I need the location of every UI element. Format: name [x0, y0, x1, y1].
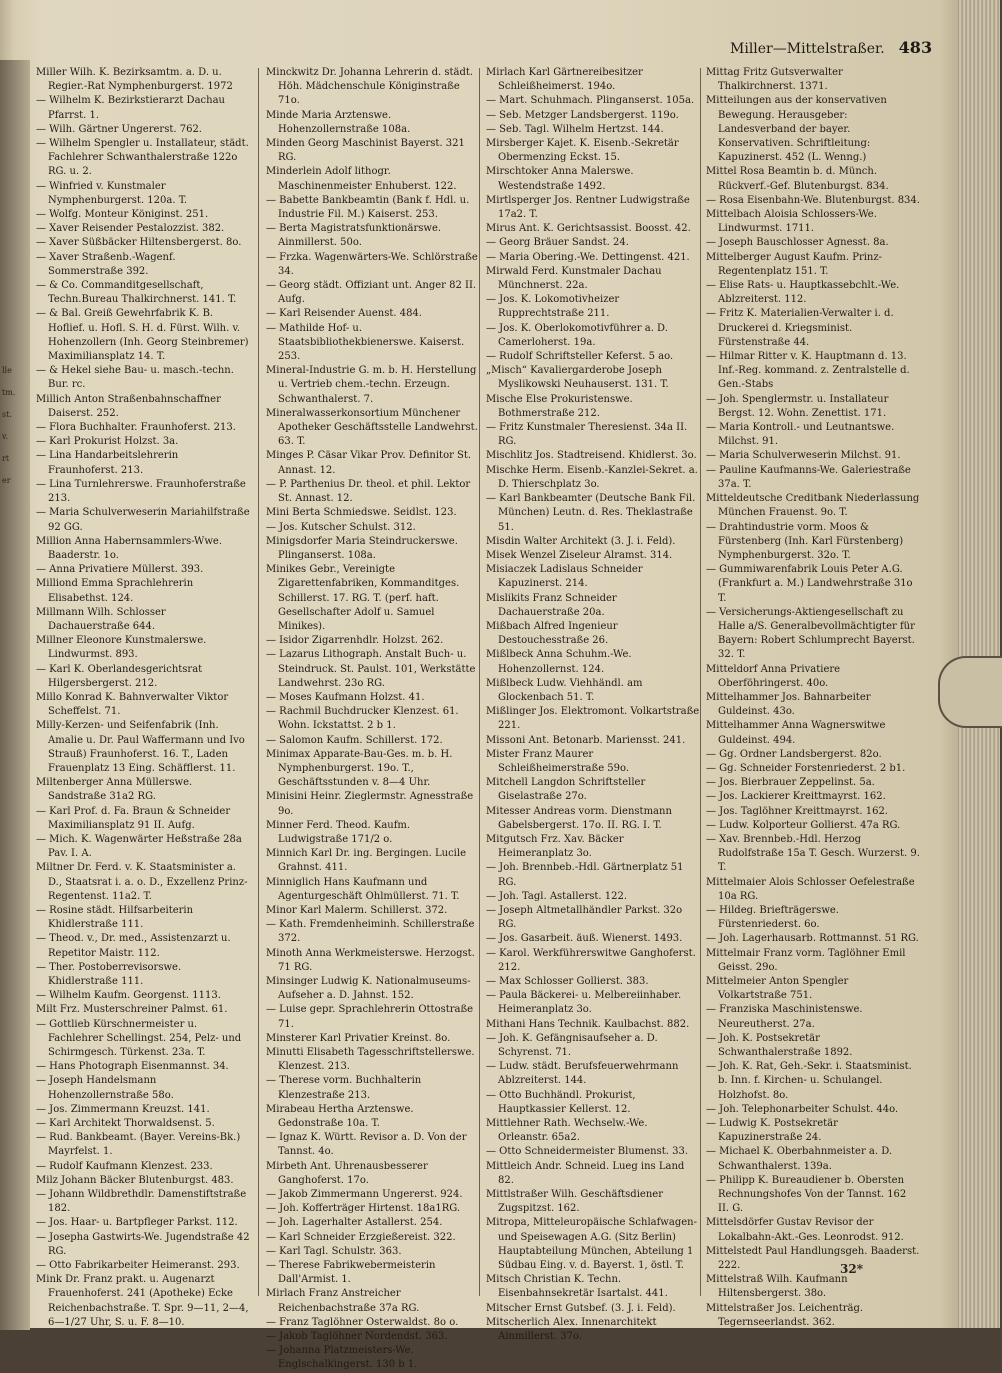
directory-entry: — Winfried v. Kunstmaler Nymphenburgerst. 120a. T. — [36, 180, 188, 206]
directory-entry: — Wilhelm Spengler u. Installateur, städt. Fachlehrer Schwanthalerstraße 122o RG. u. 2. — [36, 138, 249, 178]
directory-entry: — Pauline Kaufmanns-We. Galeriestraße 37a. T. — [706, 464, 911, 490]
column-3 — [486, 66, 700, 1343]
directory-entry: — Joh. Brennbeb.-Hdl. Gärtnerplatz 51 RG. — [486, 862, 684, 888]
margin-fragment: v. — [2, 432, 9, 441]
directory-entry: Minckwitz Dr. Johanna Lehrerin d. städt. Höh. Mädchenschule Königinstraße 71o. — [266, 67, 474, 107]
directory-entry: — Rachmil Buchdrucker Klenzest. 61. Wohn. Ickstattst. 2 b 1. — [266, 706, 459, 732]
directory-entry: Millmann Wilh. Schlosser Dachauerstraße 644. — [36, 606, 166, 632]
directory-entry: — Seb. Tagl. Wilhelm Hertzst. 144. — [486, 123, 664, 135]
directory-entry: — Jos. Bierbrauer Zeppelinst. 5a. — [706, 777, 875, 789]
directory-entry: — Therese vorm. Buchhalterin Klenzestraße 213. — [266, 1075, 422, 1101]
directory-entry: — Joseph Bauschlosser Agnesst. 8a. — [706, 237, 889, 249]
directory-entry: — Flora Buchhalter. Fraunhoferst. 213. — [36, 422, 236, 434]
directory-entry: — Isidor Zigarrenhdlr. Holzst. 262. — [266, 635, 444, 647]
directory-entry: — Jos. Kutscher Schulst. 312. — [266, 521, 416, 533]
directory-entry: — Gg. Schneider Forstenriederst. 2 b1. — [706, 762, 906, 774]
directory-entry: — Ludw. städt. Berufsfeuerwehrmann Ablzreiterst. 144. — [486, 1061, 679, 1087]
directory-entry: — Joh. Lagerhausarb. Rottmannst. 51 RG. — [706, 933, 919, 945]
directory-entry: — Maria Schulverweserin Milchst. 91. — [706, 450, 901, 462]
directory-entry: — Joh. K. Rat, Geh.-Sekr. i. Staatsminist. b. Inn. f. Kirchen- u. Schulangel. Holzhofst. 8o. — [706, 1061, 912, 1101]
directory-entry: — Joh. Lagerhalter Astallerst. 254. — [266, 1217, 443, 1229]
directory-entry: — Georg städt. Offiziant unt. Anger 82 II. Aufg. — [266, 280, 477, 306]
directory-entry: — Franziska Maschinistenswe. Neureutherst. 27a. — [706, 1004, 863, 1030]
directory-entry: — Anna Privatiere Müllerst. 393. — [36, 564, 204, 576]
directory-entry: — Franz Taglöhner Osterwaldst. 8o o. — [266, 1316, 459, 1328]
directory-entry: Millich Anton Straßenbahnschaffner Daiserst. 252. — [36, 393, 221, 419]
directory-entry: — Xaver Süßbäcker Hiltensbergerst. 8o. — [36, 237, 242, 249]
directory-entry: Mitteldorf Anna Privatiere Oberföhringerst. 40o. — [706, 663, 841, 689]
directory-entry: — Ignaz K. Württ. Revisor a. D. Von der Tannst. 4o. — [266, 1132, 467, 1158]
directory-entry: Minden Georg Maschinist Bayerst. 321 RG. — [266, 138, 465, 164]
directory-entry: — Kath. Fremdenheiminh. Schillerstraße 372. — [266, 919, 475, 945]
directory-entry: — Johanna Platzmeisters-We. Englschalkingerst. 130 b 1. — [266, 1345, 418, 1371]
directory-entry: Miltenberger Anna Müllerswe. Sandstraße 31a2 RG. — [36, 777, 193, 803]
directory-entry: — Jos. Haar- u. Bartpfleger Parkst. 112. — [36, 1217, 238, 1229]
directory-entry: — Josepha Gastwirts-We. Jugendstraße 42 RG. — [36, 1231, 250, 1257]
directory-entry: — Karl Prof. d. Fa. Braun & Schneider Maximiliansplatz 91 II. Aufg. — [36, 805, 231, 831]
margin-fragment: lle — [2, 366, 12, 375]
directory-entry: Mirabeau Hertha Arztenswe. Gedonstraße 10a. T. — [266, 1103, 414, 1130]
directory-entry: Mittelmeier Anton Spengler Volkartstraße 751. — [706, 976, 849, 1002]
directory-entry: Millo Konrad K. Bahnverwalter Viktor Scheffelst. 71. — [36, 691, 229, 718]
directory-entry: Mittelhammer Jos. Bahnarbeiter Guldeinst. 43o. — [706, 691, 871, 718]
directory-entry: — Jos. Zimmermann Kreuzst. 141. — [36, 1103, 210, 1115]
directory-entry: Mißlinger Jos. Elektromont. Volkartstraße 221. — [486, 706, 700, 732]
directory-entry: Mini Berta Schmiedswe. Seidlst. 123. — [266, 507, 457, 519]
directory-entry: — Otto Fabrikarbeiter Heimeranst. 293. — [36, 1260, 240, 1272]
directory-entry: — Philipp K. Bureaudiener b. Obersten Rechnungshofes Von der Tannst. 162 II. G. — [706, 1174, 907, 1215]
directory-entry: Mischke Herm. Eisenb.-Kanzlei-Sekret. a. D. Thierschplatz 3o. — [486, 464, 698, 490]
directory-entry: — Hildeg. Briefträgerswe. Fürstenriederst. 6o. — [706, 904, 839, 931]
directory-entry: Mittelsdörfer Gustav Revisor der Lokalbahn-Akt.-Ges. Leonrodst. 912. — [706, 1217, 904, 1243]
directory-entry: Mitropa, Mitteleuropäische Schlafwagen- und Speisewagen A.G. (Sitz Berlin) Hauptabteilung München, Abteilung 1 Südbau Eing. v. d. Bayerst. 1, östl. T. — [486, 1217, 697, 1272]
directory-entry: Minutti Elisabeth Tagesschriftstellerswe. Klenzest. 213. — [266, 1047, 475, 1073]
directory-entry: Millner Eleonore Kunstmalerswe. Lindwurmst. 893. — [36, 635, 207, 661]
directory-entry: Minde Maria Arztenswe. Hohenzollernstraße 108a. — [266, 109, 411, 135]
directory-entry: — Versicherungs-Aktiengesellschaft zu Halle a/S. Generalbevollmächtigter für Bayern: Robert Schlumprecht Bayerst. 32. T. — [706, 606, 915, 661]
directory-entry: Minisini Heinr. Zieglermstr. Agnesstraße 9o. — [266, 791, 474, 817]
directory-entry: — Xaver Straßenb.-Wagenf. Sommerstraße 392. — [36, 251, 176, 277]
directory-entry: — Drahtindustrie vorm. Moos & Fürstenberg (Inh. Karl Fürstenberg) Nymphenburgerst. 32o. T. — [706, 521, 904, 561]
directory-entry: Mittelhammer Anna Wagnerswitwe Guldeinst. 494. — [706, 720, 886, 746]
column-2 — [266, 66, 480, 1371]
directory-entry: Miller Wilh. K. Bezirksamtm. a. D. u. Regier.-Rat Nymphenburgerst. 1972 — [36, 67, 233, 93]
directory-entry: — Wilhelm K. Bezirkstierarzt Dachau Pfarrst. 1. — [36, 95, 225, 121]
directory-entry: Mittleich Andr. Schneid. Lueg ins Land 82. — [486, 1160, 685, 1186]
directory-entry: — Seb. Metzger Landsbergerst. 119o. — [486, 109, 679, 121]
directory-entry: Mitgutsch Frz. Xav. Bäcker Heimeranplatz 3o. — [486, 833, 624, 860]
margin-fragment: st. — [2, 410, 12, 419]
directory-entry: Mirtlsperger Jos. Rentner Ludwigstraße 17a2. T. — [486, 194, 690, 221]
directory-entry: Mitsch Christian K. Techn. Eisenbahnsekretär Isartalst. 441. — [486, 1274, 668, 1300]
directory-entry: — Jos. K. Lokomotivheizer Rupprechtstraße 211. — [486, 294, 620, 320]
directory-entry: — Mart. Schuhmach. Plinganserst. 105a. — [486, 95, 695, 107]
directory-entry: Mißlbeck Anna Schuhm.-We. Hohenzollernst. 124. — [486, 649, 632, 675]
directory-entry: — Michael K. Oberbahnmeister a. D. Schwanthalerst. 139a. — [706, 1146, 893, 1172]
directory-entry: Mister Franz Maurer Schleißheimerstraße 59o. — [486, 748, 630, 774]
directory-entry: Milz Johann Bäcker Blutenburgst. 483. — [36, 1174, 234, 1186]
directory-entry: Mirbeth Ant. Uhrenausbesserer Ganghoferst. 17o. — [266, 1160, 428, 1186]
directory-entry: — Jakob Taglöhner Nordendst. 363. — [266, 1331, 448, 1343]
directory-entry: Mirwald Ferd. Kunstmaler Dachau Münchnerst. 22a. — [486, 265, 662, 292]
directory-entry: — Otto Schneidermeister Blumenst. 33. — [486, 1146, 689, 1158]
directory-entry: Mitscherlich Alex. Innenarchitekt Ainmillerst. 37o. — [486, 1316, 657, 1343]
directory-entry: Mitteilungen aus der konservativen Bewegung. Herausgeber: Landesverband der bayer. Konservativen. Schriftleitung: Kapuzinerst. 452 (L. Wenng.) — [706, 95, 887, 164]
directory-entry: — Maria Obering.-We. Dettingenst. 421. — [486, 251, 690, 263]
column-rule — [700, 68, 701, 1296]
directory-entry: — Joseph Altmetallhändler Parkst. 32o RG. — [486, 904, 683, 931]
thumb-tab[interactable] — [938, 656, 1002, 728]
directory-entry: — Jos. Taglöhner Kreittmayrst. 162. — [706, 805, 888, 817]
directory-entry: — Karl Schneider Erzgießereist. 322. — [266, 1231, 456, 1243]
directory-entry: Mittel Rosa Beamtin b. d. Münch. Rückverf.-Gef. Blutenburgst. 834. — [706, 166, 889, 192]
directory-entry: — & Bal. Greiß Gewehrfabrik K. B. Hoflief. u. Hofl. S. H. d. Fürst. Wilh. v. Hohenzollern (Inh. Georg Steinbremer) Maximiliansplatz 14. T. — [36, 308, 249, 363]
directory-entry: Mittlehner Rath. Wechselw.-We. Orleanstr. 65a2. — [486, 1118, 648, 1144]
directory-entry: — Frzka. Wagenwärters-We. Schlörstraße 34. — [266, 251, 478, 277]
directory-entry: Mische Else Prokuristenswe. Bothmerstraße 212. — [486, 393, 633, 419]
directory-entry: — Ludw. Kolporteur Gollierst. 47a RG. — [706, 819, 901, 831]
directory-entry: Mitesser Andreas vorm. Dienstmann Gabelsbergerst. 17o. II. RG. I. T. — [486, 805, 672, 831]
page-number: 483 — [898, 38, 933, 57]
directory-entry: — Joseph Handelsmann Hohenzollernstraße 58o. — [36, 1075, 174, 1101]
directory-entry: Minnich Karl Dr. ing. Bergingen. Lucile Grahnst. 411. — [266, 848, 466, 874]
directory-entry: Minner Ferd. Theod. Kaufm. Ludwigstraße 171/2 o. — [266, 819, 411, 845]
directory-entry: — Lazarus Lithograph. Anstalt Buch- u. Steindruck. St. Paulst. 101, Werkstätte Landwehrst. 23o RG. — [266, 649, 476, 689]
directory-entry: Minniglich Hans Kaufmann und Agenturgeschäft Ohlmüllerst. 71. T. — [266, 876, 460, 902]
directory-entry: — Hans Photograph Eisenmannst. 34. — [36, 1061, 229, 1073]
directory-entry: — Joh. Kofferträger Hirtenst. 18a1RG. — [266, 1203, 461, 1215]
directory-entry: Mittelstraßer Jos. Leichenträg. Tegernseerlandst. 362. — [706, 1302, 864, 1328]
directory-entry: — Gummiwarenfabrik Louis Peter A.G. (Frankfurt a. M.) Landwehrstraße 31o T. — [706, 564, 913, 604]
margin-fragment: rt — [2, 454, 10, 463]
directory-entry: — Rosa Eisenbahn-We. Blutenburgst. 834. — [706, 194, 920, 206]
directory-entry: Missoni Ant. Betonarb. Mariensst. 241. — [486, 734, 686, 746]
directory-entry: — Xaver Reisender Pestalozzist. 382. — [36, 223, 225, 235]
directory-entry: Mirlach Franz Anstreicher Reichenbachstraße 37a RG. — [266, 1288, 420, 1314]
directory-entry: — Karl K. Oberlandesgerichtsrat Hilgersbergerst. 212. — [36, 663, 203, 689]
directory-entry: — Otto Buchhändl. Prokurist, Hauptkassier Kellerst. 12. — [486, 1089, 636, 1115]
directory-entry: Minges P. Cäsar Vikar Prov. Definitor St. Annast. 12. — [266, 450, 472, 476]
directory-entry: Mittelmaier Alois Schlosser Oefelestraße 10a RG. — [706, 876, 915, 902]
directory-entry: Misdin Walter Architekt (3. J. i. Feld). — [486, 535, 676, 547]
directory-entry: Mittlstraßer Wilh. Geschäftsdiener Zugspitzst. 162. — [486, 1189, 663, 1215]
directory-entry: Mißlbeck Ludw. Viehhändl. am Glockenbach 51. T. — [486, 677, 643, 703]
directory-entry: — Luise gepr. Sprachlehrerin Ottostraße 71. — [266, 1004, 474, 1030]
directory-entry: Minor Karl Malerm. Schillerst. 372. — [266, 904, 448, 916]
directory-entry: Mitscher Ernst Gutsbef. (3. J. i. Feld). — [486, 1302, 676, 1314]
directory-entry: — Max Schlosser Gollierst. 383. — [486, 976, 649, 987]
directory-entry: — P. Parthenius Dr. theol. et phil. Lektor St. Annast. 12. — [266, 478, 471, 505]
directory-entry: — Maria Kontroll.- und Leutnantswe. Milchst. 91. — [706, 422, 895, 448]
directory-entry: Misek Wenzel Ziseleur Alramst. 314. — [486, 549, 673, 561]
margin-fragments — [2, 360, 24, 492]
directory-entry: Minimax Apparate-Bau-Ges. m. b. H. Nymphenburgerst. 19o. T., Geschäftsstunden v. 8—4 Uhr. — [266, 748, 453, 789]
directory-entry: Minsterer Karl Privatier Kreinst. 8o. — [266, 1032, 451, 1044]
directory-entry: Minoth Anna Werkmeisterswe. Herzogst. 71 RG. — [266, 947, 475, 973]
directory-entry: Mislikits Franz Schneider Dachauerstraße 20a. — [486, 592, 617, 618]
directory-entry: — Karl Tagl. Schulstr. 363. — [266, 1245, 402, 1257]
directory-entry: Mink Dr. Franz prakt. u. Augenarzt Frauenhoferst. 241 (Apotheke) Ecke Reichenbachstraße. T. Spr. 9—11, 2—4, 6—1/27 Uhr, S. u. F. 8—10. — [36, 1274, 249, 1328]
directory-entry: Mittelmair Franz vorm. Taglöhner Emil Geisst. 29o. — [706, 947, 906, 973]
signature-mark: 32* — [840, 1262, 863, 1276]
directory-entry: Milly-Kerzen- und Seifenfabrik (Inh. Amalie u. Dr. Paul Waffermann und Ivo Strauß) Fraunhoferst. 16. T., Laden Frauenplatz 13 Eing. Schäfflerst. 11. — [36, 720, 245, 774]
directory-entry: — Jos. K. Oberlokomotivführer a. D. Camerloherst. 19a. — [486, 322, 668, 348]
directory-entry: — Fritz Kunstmaler Theresienst. 34a II. RG. — [486, 422, 688, 448]
margin-fragment: tm. — [2, 388, 16, 397]
directory-entry: — Salomon Kaufm. Schillerst. 172. — [266, 734, 443, 746]
directory-entry: — Wilh. Gärtner Ungererst. 762. — [36, 123, 202, 135]
directory-entry: — Joh. K. Gefängnisaufseher a. D. Schyrenst. 71. — [486, 1032, 658, 1059]
directory-entry: — Rosine städt. Hilfsarbeiterin Khidlerstraße 111. — [36, 904, 194, 931]
directory-entry: Minigsdorfer Maria Steindruckerswe. Plinganserst. 108a. — [266, 535, 458, 561]
directory-entry: — Ludwig K. Postsekretär Kapuzinerstraße 24. — [706, 1118, 838, 1144]
directory-entry: Mittelstedt Paul Handlungsgeh. Baaderst. 222. — [706, 1245, 920, 1272]
directory-entry: Mittag Fritz Gutsverwalter Thalkirchnerst. 1371. — [706, 67, 843, 93]
directory-entry: — Rudolf Schriftsteller Keferst. 5 ao. — [486, 351, 674, 363]
directory-entry: — Hilmar Ritter v. K. Hauptmann d. 13. Inf.-Reg. kommand. z. Zentralstelle d. Gen.-Stabs — [706, 351, 910, 391]
directory-entry: — Karl Bankbeamter (Deutsche Bank Fil. München) Leutn. d. Res. Theklastraße 51. — [486, 493, 696, 533]
directory-entry: — Moses Kaufmann Holzst. 41. — [266, 691, 425, 703]
directory-entry: — Ther. Postoberrevisorswe. Khidlerstraße 111. — [36, 961, 182, 987]
directory-entry: — & Hekel siehe Bau- u. masch.-techn. Bur. rc. — [36, 365, 234, 391]
directory-entry: — Babette Bankbeamtin (Bank f. Hdl. u. Industrie Fil. M.) Kaiserst. 253. — [266, 194, 470, 221]
directory-entry: — Jos. Gasarbeit. äuß. Wienerst. 1493. — [486, 933, 683, 945]
directory-entry: — Wilhelm Kaufm. Georgenst. 1113. — [36, 990, 221, 1002]
directory-entry: Misiaczek Ladislaus Schneider Kapuzinerst. 214. — [486, 564, 643, 590]
directory-entry: — Mathilde Hof- u. Staatsbibliothekbienerswe. Kaiserst. 253. — [266, 322, 465, 363]
directory-entry: Million Anna Habernsammlers-Wwe. Baaderstr. 1o. — [36, 535, 222, 561]
directory-entry: Mitchell Langdon Schriftsteller Giselastraße 27o. — [486, 777, 646, 803]
directory-entry: — Lina Turnlehrerswe. Fraunhoferstraße 213. — [36, 478, 246, 505]
directory-entry: — Gottlieb Kürschnermeister u. Fachlehrer Schellingst. 254, Pelz- und Schirmgesch. Türkenst. 23a. T. — [36, 1018, 242, 1059]
running-head — [730, 38, 933, 57]
directory-entry: Mittelstraß Wilh. Kaufmann Hiltensbergerst. 38o. — [706, 1274, 848, 1300]
directory-entry: — Xav. Brennbeb.-Hdl. Herzog Rudolfstraße 15a T. Gesch. Wurzerst. 9. T. — [706, 833, 920, 874]
directory-entry: Mitteldeutsche Creditbank Niederlassung München Frauenst. 9o. T. — [706, 493, 920, 519]
directory-entry: — Rudolf Kaufmann Klenzest. 233. — [36, 1160, 213, 1172]
directory-entry: — Jakob Zimmermann Ungererst. 924. — [266, 1189, 463, 1201]
directory-entry: — Joh. Spenglermstr. u. Installateur Bergst. 12. Wohn. Zenettist. 171. — [706, 393, 889, 419]
directory-entry: Minderlein Adolf lithogr. Maschinenmeister Enhuberst. 122. — [266, 166, 457, 192]
directory-entry: Mißbach Alfred Ingenieur Destouchesstraße 26. — [486, 620, 618, 647]
margin-fragment: er — [2, 476, 11, 485]
directory-entry: — Karl Reisender Auenst. 484. — [266, 308, 422, 320]
directory-entry: Mittelberger August Kaufm. Prinz-Regentenplatz 151. T. — [706, 251, 883, 277]
directory-entry: Minsinger Ludwig K. Nationalmuseums-Aufseher a. D. Jahnst. 152. — [266, 976, 471, 1002]
directory-entry: Minikes Gebr., Vereinigte Zigarettenfabriken, Kommanditges. Schillerst. 17. RG. T. (perf. haft. Gesellschafter Adolf u. Samuel Minikes). — [266, 564, 460, 632]
directory-entry: — Lina Handarbeitslehrerin Fraunhoferst. 213. — [36, 450, 179, 476]
directory-entry: — Paula Bäckerei- u. Melbereiinhaber. Heimeranplatz 3o. — [486, 990, 682, 1016]
directory-entry: — Jos. Lackierer Kreittmayrst. 162. — [706, 791, 886, 803]
directory-entry: — Joh. Tagl. Astallerst. 122. — [486, 890, 628, 902]
directory-entry: „Misch“ Kavaliergarderobe Joseph Myslikowski Neuhauserst. 131. T. — [486, 365, 669, 391]
directory-entry: — Maria Schulverweserin Mariahilfstraße 92 GG. — [36, 507, 250, 533]
directory-entry: — Gg. Ordner Landsbergerst. 82o. — [706, 748, 882, 760]
directory-entry: — Wolfg. Monteur Königinst. 251. — [36, 209, 209, 221]
directory-entry: — Elise Rats- u. Hauptkassebchlt.-We. Ablzreiterst. 112. — [706, 280, 900, 306]
directory-entry: — Mich. K. Wagenwärter Heßstraße 28a Pav. I. A. — [36, 833, 242, 860]
directory-entry: — Joh. Telephonarbeiter Schulst. 44o. — [706, 1103, 899, 1115]
directory-entry: — Theod. v., Dr. med., Assistenzarzt u. Repetitor Maistr. 112. — [36, 933, 231, 959]
column-4 — [706, 66, 920, 1328]
column-1 — [36, 66, 250, 1328]
directory-entry: Miltner Dr. Ferd. v. K. Staatsminister a. D., Staatsrat i. a. o. D., Exzellenz Prinz-Regentenst. 11a2. T. — [36, 862, 248, 902]
directory-entry: — Rud. Bankbeamt. (Bayer. Vereins-Bk.) Mayrfelst. 1. — [36, 1132, 241, 1158]
directory-entry: Mischlitz Jos. Stadtreisend. Khidlerst. 3o. — [486, 450, 697, 462]
column-rule — [258, 68, 259, 1296]
directory-entry: — Karol. Werkführerswitwe Ganghoferst. 212. — [486, 947, 696, 973]
directory-entry: Milliond Emma Sprachlehrerin Elisabethst. 124. — [36, 578, 194, 604]
page-heading: Miller—Mittelstraßer. — [730, 41, 885, 57]
directory-entry: — & Co. Commanditgesellschaft, Techn.Bureau Thalkirchnerst. 141. T. — [36, 280, 237, 306]
directory-entry: — Johann Wildbrethdlr. Damenstiftstraße 182. — [36, 1189, 247, 1215]
directory-entry: Mirlach Karl Gärtnereibesitzer Schleißheimerst. 194o. — [486, 67, 643, 93]
directory-entry: — Fritz K. Materialien-Verwalter i. d. Druckerei d. Kriegsminist. Fürstenstraße 44. — [706, 308, 894, 348]
directory-entry: Mittelbach Aloisia Schlossers-We. Lindwurmst. 1711. — [706, 209, 877, 235]
directory-entry: Mithani Hans Technik. Kaulbachst. 882. — [486, 1018, 690, 1030]
directory-entry: Mirus Ant. K. Gerichtsassist. Boosst. 42. — [486, 223, 691, 235]
book-gutter — [0, 60, 30, 1330]
directory-entry: — Joh. K. Postsekretär Schwanthalerstraße 1892. — [706, 1032, 853, 1059]
directory-entry: Mineralwasserkonsortium Münchener Apotheker Geschäftsstelle Landwehrst. 63. T. — [266, 407, 478, 448]
directory-entry: — Therese Fabrikwebermeisterin Dall'Armist. 1. — [266, 1260, 436, 1286]
directory-entry: — Berta Magistratsfunktionärswe. Ainmillerst. 50o. — [266, 223, 442, 249]
directory-entry: — Karl Prokurist Holzst. 3a. — [36, 436, 179, 448]
directory-entry: Milt Frz. Musterschreiner Palmst. 61. — [36, 1004, 228, 1016]
directory-entry: — Karl Architekt Thorwaldsenst. 5. — [36, 1118, 215, 1130]
directory-entry: Mineral-Industrie G. m. b. H. Herstellung u. Vertrieb chem.-techn. Erzeugn. Schwanthalerst. 7. — [266, 365, 477, 405]
directory-entry: Mirschtoker Anna Malerswe. Westendstraße 1492. — [486, 166, 634, 192]
directory-entry: — Georg Bräuer Sandst. 24. — [486, 237, 629, 249]
directory-entry: Mirsberger Kajet. K. Eisenb.-Sekretär Obermenzing Eckst. 15. — [486, 138, 679, 164]
